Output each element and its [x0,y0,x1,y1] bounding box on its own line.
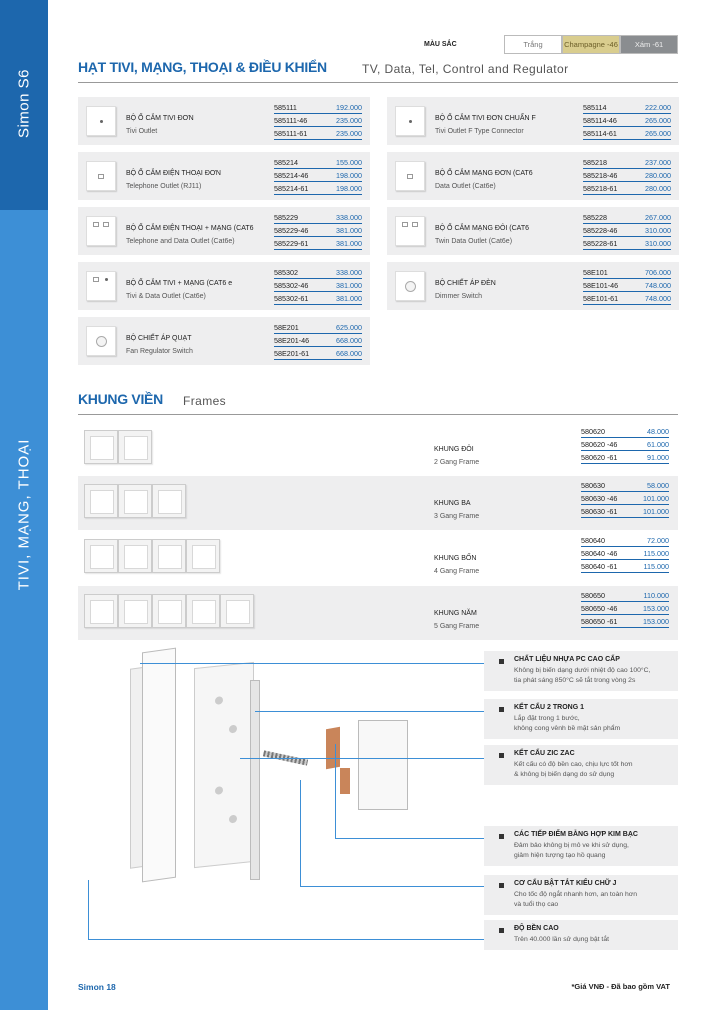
frame-row [78,476,678,530]
product-code: 58E201 [274,323,299,332]
sidebar-brand: Simon S6 [15,68,33,139]
price-row [581,534,669,547]
bullet-icon [499,707,504,712]
frame-code: 580640 [581,536,605,545]
product-price: 748.000 [645,281,671,290]
silver-contact-illustration [326,727,340,769]
price-table [581,425,669,464]
product-thumbnail [86,271,116,301]
product-code: 585229 [274,213,298,222]
price-row [274,347,362,360]
section-title-devices: HẠT TIVI, MẠNG, THOẠI & ĐIỀU KHIỂN [78,59,327,75]
product-name-en: Telephone Outlet (RJ11) [126,183,202,190]
feature-callout [484,745,678,785]
product-code: 585214-46 [274,171,309,180]
feature-description: Kết cấu có độ bền cao, chịu lực tốt hơn [514,761,633,768]
price-row [274,211,362,224]
product-name: BỘ Ổ CẮM TIVI + MẠNG (CAT6 e [126,280,233,287]
product-card [78,152,370,200]
frame-price: 61.000 [647,440,669,449]
price-row [581,438,669,451]
price-row [274,266,362,279]
product-name-en: Telephone and Data Outlet (Cat6e) [126,238,235,245]
product-code: 58E101 [583,268,608,277]
frame-code: 580620 -61 [581,453,618,462]
price-row [581,505,669,518]
price-row [274,224,362,237]
price-row [581,615,669,628]
feature-callout [484,875,678,915]
color-legend [424,35,678,54]
feature-title: CÁC TIẾP ĐIỂM BẰNG HỢP KIM BẠC [514,831,638,838]
product-name: BỘ Ổ CẮM TIVI ĐƠN CHUẨN F [435,115,536,122]
price-row [274,321,362,334]
product-thumbnail [395,161,425,191]
sidebar-section-band [0,210,48,1010]
product-price: 706.000 [645,268,671,277]
price-row [583,266,671,279]
product-code: 585214 [274,158,298,167]
price-table [274,211,362,250]
price-row [581,589,669,602]
price-row [274,334,362,347]
price-row [581,560,669,573]
section-subtitle-devices: TV, Data, Tel, Control and Regulator [362,62,569,76]
feature-description: và tuổi thọ cao [514,901,559,908]
product-name-en: Tivi Outlet [126,128,158,135]
price-row [581,602,669,615]
bullet-icon [499,659,504,664]
product-thumbnail [86,161,116,191]
price-row [583,211,671,224]
product-code: 585218-46 [583,171,618,180]
section-subtitle-frames: Frames [183,394,227,408]
feature-description: Cho tốc độ ngắt nhanh hơn, an toàn hơn [514,891,638,898]
price-row [583,292,671,305]
product-card [78,317,370,365]
product-card [78,97,370,145]
bullet-icon [499,883,504,888]
product-thumbnail [86,106,116,136]
frame-thumbnail [84,594,254,628]
frame-price: 48.000 [647,427,669,436]
price-table [581,479,669,518]
feature-description: Lắp đặt trong 1 bước, [514,715,580,722]
frame-thumbnail [84,539,220,573]
product-price: 338.000 [336,268,362,277]
price-table [581,534,669,573]
frame-name-en: 4 Gang Frame [434,568,480,575]
product-code: 585218-61 [583,184,618,193]
exploded-view-illustration [78,650,488,970]
product-code: 585302-61 [274,294,309,303]
product-name: BỘ Ổ CẮM TIVI ĐƠN [126,115,194,122]
frame-code: 580640 -46 [581,549,618,558]
product-code: 585228-46 [583,226,618,235]
price-table [274,321,362,360]
price-table [583,156,671,195]
product-price: 222.000 [645,103,671,112]
price-row [274,169,362,182]
product-price: 198.000 [336,184,362,193]
product-price: 310.000 [645,226,671,235]
price-row [274,127,362,140]
product-name-en: Fan Regulator Switch [126,348,193,355]
price-row [583,156,671,169]
frame-code: 580620 -46 [581,440,618,449]
price-row [583,101,671,114]
frame-thumbnail [84,430,152,464]
price-row [583,169,671,182]
frame-price: 153.000 [643,617,669,626]
product-name: BỘ CHIẾT ÁP QUẠT [126,335,192,342]
frame-name-en: 2 Gang Frame [434,459,480,466]
product-price: 381.000 [336,281,362,290]
price-row [274,292,362,305]
frame-name: KHUNG NĂM [434,610,477,617]
price-row [274,156,362,169]
product-code: 585229-46 [274,226,309,235]
color-champagne: Champagne -46 [562,35,620,54]
frame-code: 580630 -46 [581,494,618,503]
frame-row [78,586,678,640]
color-grey: Xám -61 [620,35,678,54]
color-white: Trắng [504,35,562,54]
frame-illustration [142,648,176,883]
product-price: 280.000 [645,184,671,193]
price-table [583,211,671,250]
color-legend-label: MÀU SẮC [424,41,457,48]
product-card [387,152,679,200]
frame-price: 115.000 [643,549,669,558]
frame-code: 580630 [581,481,605,490]
page-number: Simon 18 [78,982,116,992]
feature-title: KẾT CẤU 2 TRONG 1 [514,704,585,711]
feature-title: ĐỘ BỀN CAO [514,925,559,932]
section-title-frames: KHUNG VIỀN [78,391,163,407]
product-code: 585229-61 [274,239,309,248]
product-price: 338.000 [336,213,362,222]
frame-name: KHUNG ĐÔI [434,446,474,453]
product-thumbnail [86,216,116,246]
frame-code: 580630 -61 [581,507,618,516]
product-name: BỘ Ổ CẮM MẠNG ĐƠN (CAT6 [435,170,533,177]
product-price: 267.000 [645,213,671,222]
frame-price: 72.000 [647,536,669,545]
product-thumbnail [86,326,116,356]
price-row [274,182,362,195]
product-card [78,207,370,255]
product-price: 748.000 [645,294,671,303]
product-code: 585114 [583,103,607,112]
product-card [387,97,679,145]
product-code: 585228 [583,213,607,222]
product-code: 585302 [274,268,298,277]
price-row [581,547,669,560]
product-price: 237.000 [645,158,671,167]
product-name-en: Tivi & Data Outlet (Cat6e) [126,293,206,300]
frame-price: 153.000 [643,604,669,613]
frame-price: 115.000 [643,562,669,571]
feature-description: giảm hiện tượng tạo hồ quang [514,852,606,859]
frame-code: 580620 [581,427,605,436]
product-name-en: Dimmer Switch [435,293,483,300]
product-code: 585218 [583,158,607,167]
price-table [274,266,362,305]
product-code: 585114-61 [583,129,617,138]
price-table [581,589,669,628]
product-price: 265.000 [645,116,671,125]
frame-name: KHUNG BA [434,500,471,507]
product-price: 668.000 [336,336,362,345]
sidebar-section-label: TIVI, MẠNG, THOẠI [15,438,33,591]
price-row [274,114,362,127]
price-row [581,425,669,438]
product-price: 192.000 [336,103,362,112]
price-row [581,451,669,464]
price-row [583,279,671,292]
frame-name-en: 3 Gang Frame [434,513,480,520]
product-price: 625.000 [336,323,362,332]
price-row [581,492,669,505]
feature-description: & không bị biến dạng do sử dụng [514,771,615,778]
mechanism-illustration [194,662,254,868]
product-name-en: Data Outlet (Cat6e) [435,183,496,190]
price-table [274,101,362,140]
product-code: 585111-61 [274,129,308,138]
product-code: 585111-46 [274,116,308,125]
product-name: BỘ Ổ CẮM MẠNG ĐÔI (CAT6 [435,225,529,232]
frame-price: 101.000 [643,494,669,503]
product-code: 58E201-46 [274,336,310,345]
product-code: 585302-46 [274,281,309,290]
feature-title: CHẤT LIỆU NHỰA PC CAO CẤP [514,656,620,663]
product-code: 585214-61 [274,184,309,193]
product-name-en: Tivi Outlet F Type Connector [435,128,524,135]
product-price: 235.000 [336,129,362,138]
price-row [583,224,671,237]
product-price: 310.000 [645,239,671,248]
feature-callout [484,651,678,691]
price-row [583,114,671,127]
bullet-icon [499,834,504,839]
price-table [274,156,362,195]
frame-name-en: 5 Gang Frame [434,623,480,630]
price-table [583,266,671,305]
feature-callout [484,699,678,739]
section-rule [78,82,678,83]
price-row [581,479,669,492]
feature-description: Đảm bảo không bị mô ve khi sử dụng, [514,842,629,849]
frame-row [78,422,678,476]
frame-code: 580650 -46 [581,604,618,613]
product-code: 58E101-46 [583,281,619,290]
product-code: 585228-61 [583,239,618,248]
feature-callout [484,920,678,950]
product-name: BỘ Ổ CẮM ĐIỆN THOẠI ĐƠN [126,170,221,177]
frame-name: KHUNG BỐN [434,555,477,562]
product-card [387,262,679,310]
frame-price: 101.000 [643,507,669,516]
sidebar-brand-band [0,0,48,210]
bullet-icon [499,753,504,758]
product-thumbnail [395,106,425,136]
price-row [583,237,671,250]
product-price: 155.000 [336,158,362,167]
product-price: 381.000 [336,226,362,235]
product-code: 585114-46 [583,116,617,125]
product-price: 235.000 [336,116,362,125]
frame-price: 110.000 [643,591,669,600]
frame-code: 580650 -61 [581,617,618,626]
frame-code: 580640 -61 [581,562,618,571]
product-price: 265.000 [645,129,671,138]
product-name: BỘ Ổ CẮM ĐIỆN THOẠI + MẠNG (CAT6 [126,225,254,232]
product-price: 381.000 [336,239,362,248]
product-card [387,207,679,255]
contact-illustration [340,768,350,794]
product-name-en: Twin Data Outlet (Cat6e) [435,238,513,245]
product-code: 58E201-61 [274,349,310,358]
product-price: 198.000 [336,171,362,180]
bullet-icon [499,928,504,933]
frame-code: 580650 [581,591,605,600]
price-row [274,101,362,114]
frame-price: 58.000 [647,481,669,490]
product-thumbnail [395,216,425,246]
price-row [274,279,362,292]
feature-title: CƠ CẤU BẬT TẮT KIỂU CHỮ J [514,880,617,887]
frame-thumbnail [84,484,186,518]
product-code: 585111 [274,103,297,112]
product-price: 668.000 [336,349,362,358]
feature-description: Không bị biến dạng dưới nhiệt độ cao 100°C, [514,667,651,674]
product-price: 280.000 [645,171,671,180]
feature-description: Trên 40.000 lần sử dụng bật tắt [514,936,609,943]
frame-row [78,531,678,585]
price-row [274,237,362,250]
product-thumbnail [395,271,425,301]
feature-description: tia phát sáng 850°C sẽ tắt trong vòng 2s [514,677,636,684]
price-row [583,182,671,195]
feature-callout [484,826,678,866]
price-note: *Giá VNĐ - Đã bao gồm VAT [571,982,670,991]
switch-body-illustration [358,720,408,810]
section-rule [78,414,678,415]
feature-title: KẾT CẤU ZIC ZAC [514,750,575,757]
price-table [583,101,671,140]
frame-price: 91.000 [647,453,669,462]
product-name: BỘ CHIẾT ÁP ĐÈN [435,280,496,287]
price-row [583,127,671,140]
product-price: 381.000 [336,294,362,303]
product-card [78,262,370,310]
feature-description: không cong vênh bề mặt sản phẩm [514,725,621,732]
switch-face-illustration [250,680,260,880]
product-code: 58E101-61 [583,294,619,303]
